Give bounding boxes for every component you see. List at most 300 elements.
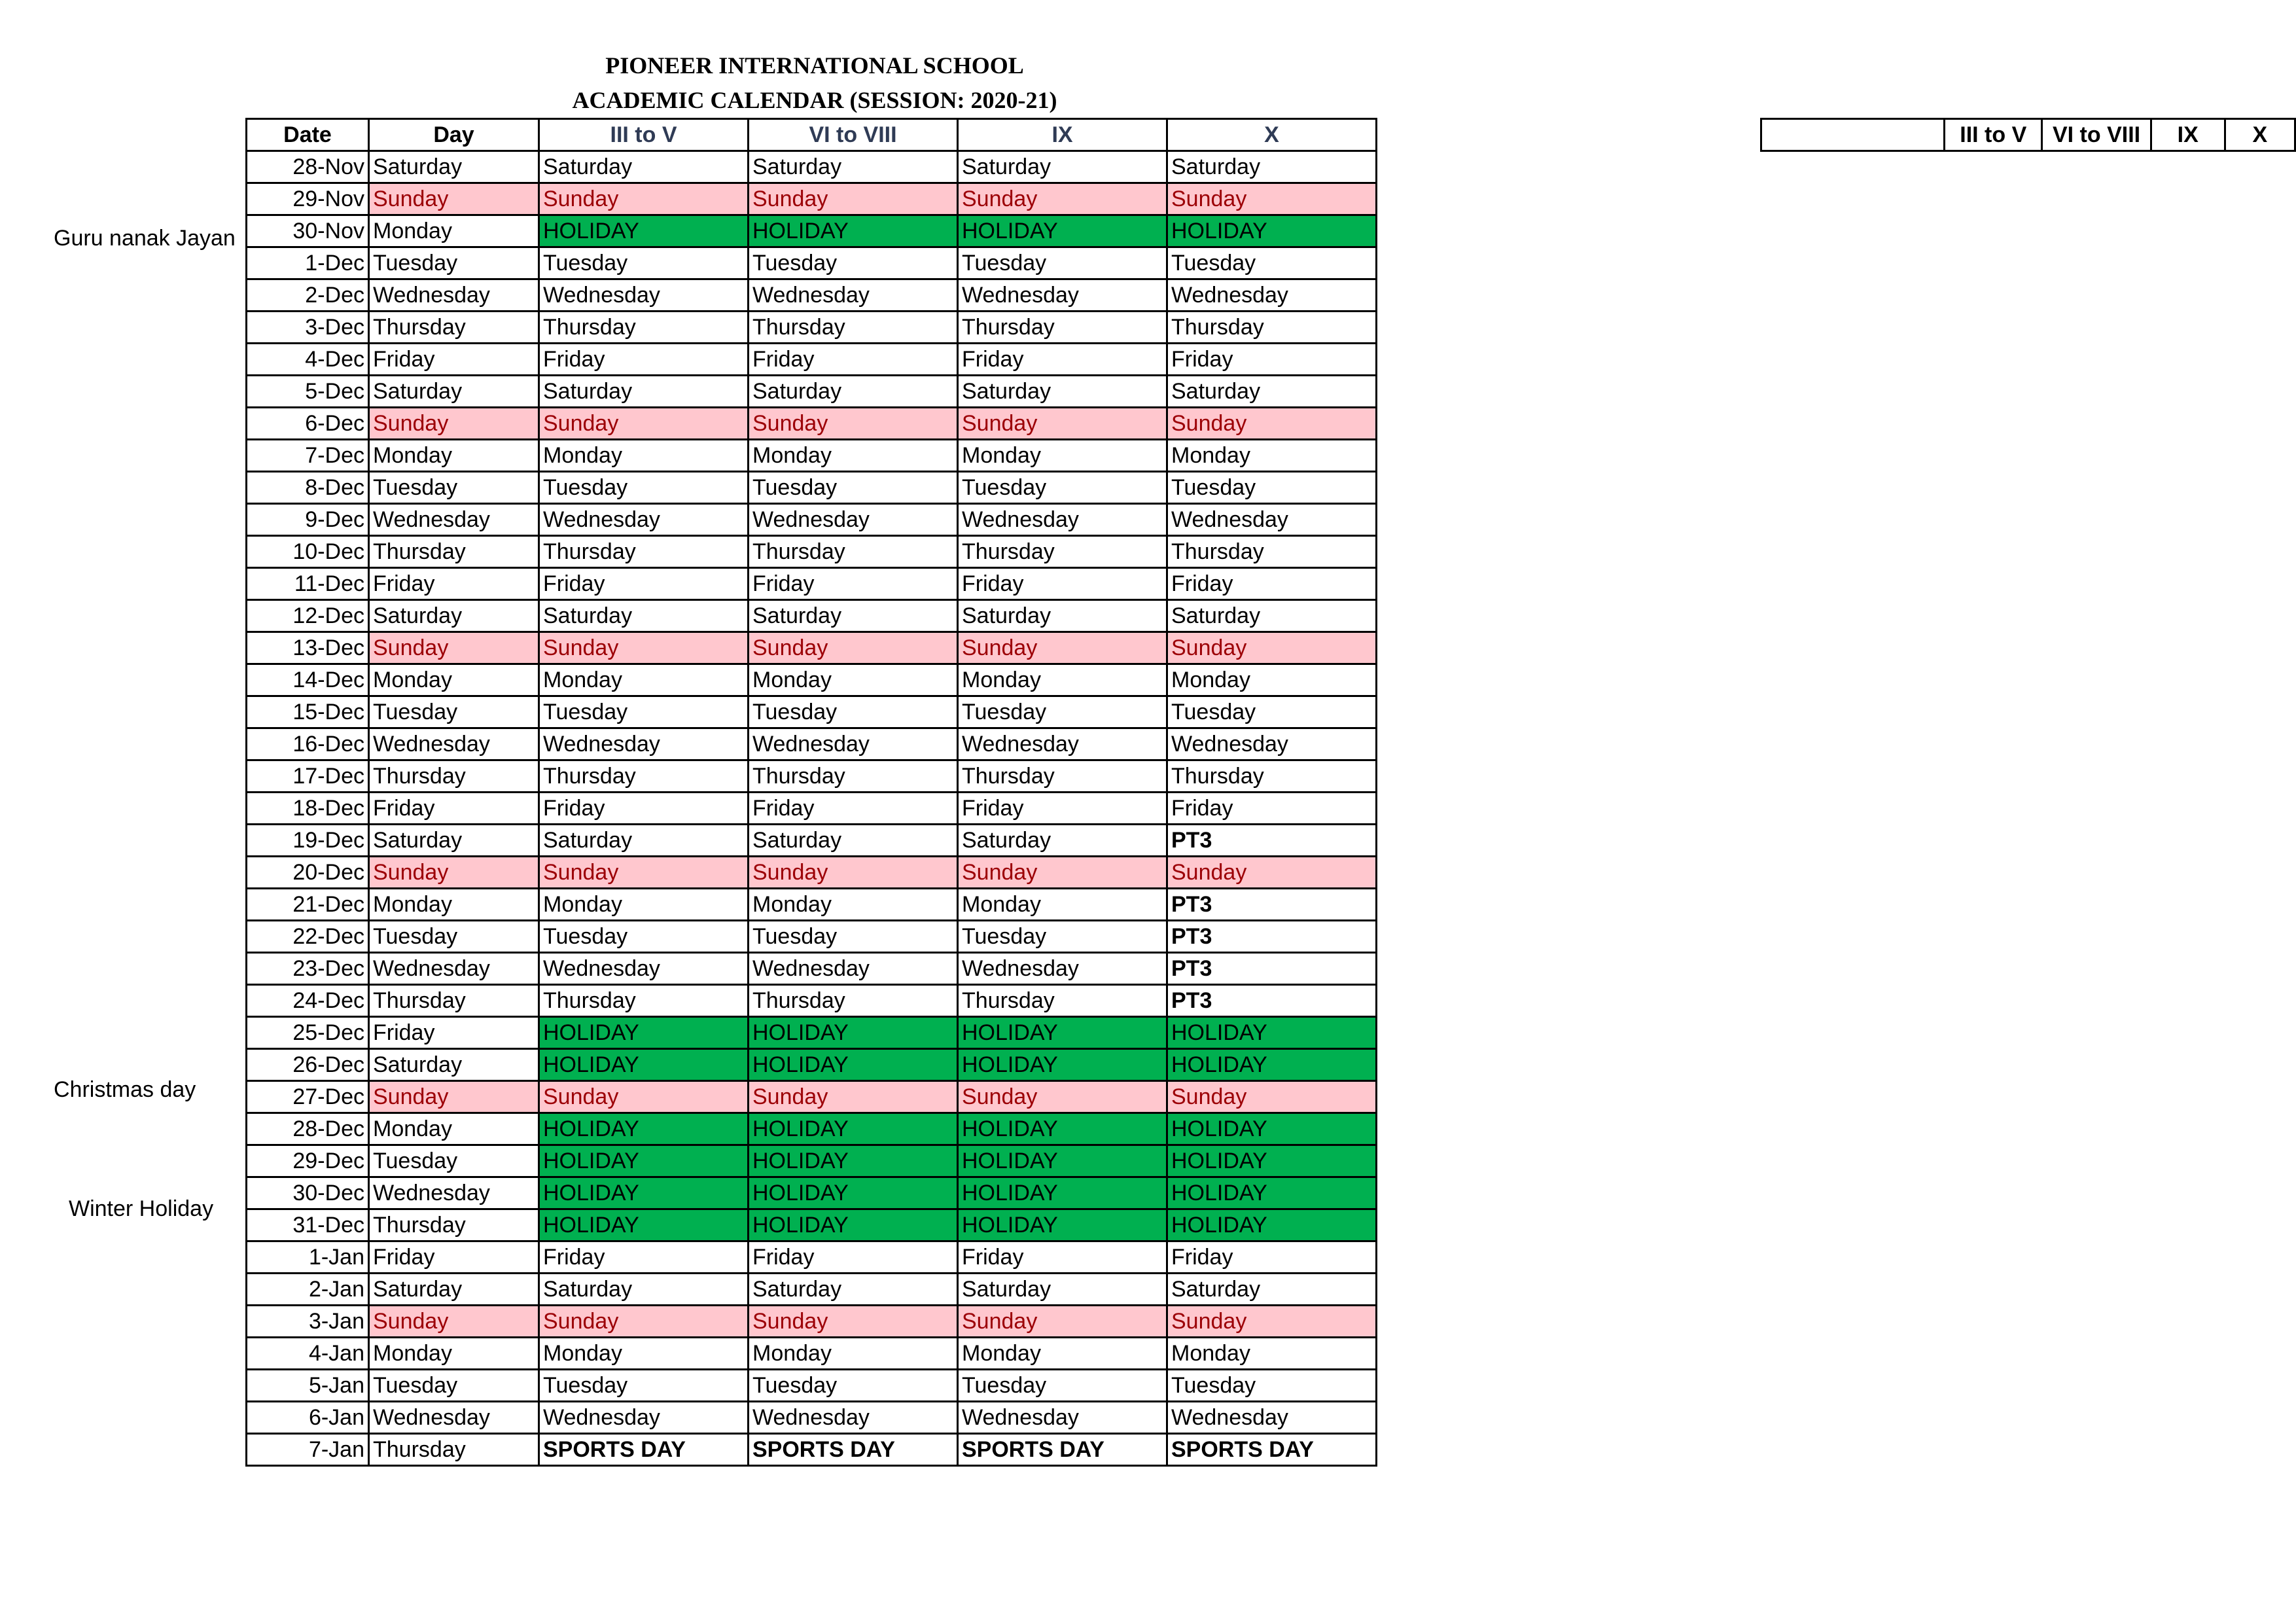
schedule-cell-x: PT3 (1167, 921, 1377, 953)
day-cell: Sunday (369, 1306, 539, 1338)
schedule-cell-vi-to-viii: Sunday (749, 183, 958, 215)
schedule-cell-iii-to-v: Monday (539, 664, 749, 696)
schedule-cell-x: Saturday (1167, 1274, 1377, 1306)
date-cell: 23-Dec (247, 953, 369, 985)
schedule-cell-vi-to-viii: Thursday (749, 536, 958, 568)
schedule-cell-ix: Sunday (958, 1081, 1167, 1113)
schedule-cell-iii-to-v: Sunday (539, 1081, 749, 1113)
side-header-table (1760, 118, 2296, 152)
table-row (247, 857, 1377, 889)
schedule-cell-ix: HOLIDAY (958, 215, 1167, 247)
schedule-cell-iii-to-v: HOLIDAY (539, 1113, 749, 1145)
date-cell: 17-Dec (247, 760, 369, 793)
schedule-cell-ix: Tuesday (958, 1370, 1167, 1402)
schedule-cell-vi-to-viii: HOLIDAY (749, 1017, 958, 1049)
schedule-cell-iii-to-v: HOLIDAY (539, 1017, 749, 1049)
schedule-cell-x: Friday (1167, 568, 1377, 600)
day-cell: Saturday (369, 376, 539, 408)
header-row (247, 119, 1377, 151)
schedule-cell-vi-to-viii: Thursday (749, 312, 958, 344)
date-cell: 4-Jan (247, 1338, 369, 1370)
day-cell: Monday (369, 1338, 539, 1370)
schedule-cell-ix: Thursday (958, 985, 1167, 1017)
calendar-title-heading: ACADEMIC CALENDAR (SESSION: 2020-21) (572, 87, 1057, 113)
table-row (247, 1434, 1377, 1466)
side-header-iii-to-v: III to V (1945, 119, 2042, 151)
day-cell: Monday (369, 1113, 539, 1145)
schedule-cell-iii-to-v: Sunday (539, 1306, 749, 1338)
schedule-cell-vi-to-viii: Monday (749, 1338, 958, 1370)
table-row (247, 760, 1377, 793)
table-row (247, 953, 1377, 985)
schedule-cell-x: Sunday (1167, 183, 1377, 215)
schedule-cell-vi-to-viii: Monday (749, 440, 958, 472)
column-header-iii-to-v: III to V (539, 119, 749, 151)
day-cell: Wednesday (369, 1177, 539, 1209)
schedule-cell-x: Tuesday (1167, 696, 1377, 728)
schedule-cell-iii-to-v: Friday (539, 793, 749, 825)
schedule-cell-ix: Friday (958, 793, 1167, 825)
schedule-cell-ix: HOLIDAY (958, 1049, 1167, 1081)
table-row (247, 664, 1377, 696)
date-cell: 21-Dec (247, 889, 369, 921)
schedule-cell-ix: Monday (958, 664, 1167, 696)
schedule-cell-ix: HOLIDAY (958, 1177, 1167, 1209)
day-cell: Saturday (369, 600, 539, 632)
schedule-cell-ix: Saturday (958, 1274, 1167, 1306)
note-winter-holiday: Winter Holiday (69, 1196, 214, 1221)
schedule-cell-ix: Wednesday (958, 1402, 1167, 1434)
schedule-cell-ix: SPORTS DAY (958, 1434, 1167, 1466)
schedule-cell-ix: Monday (958, 1338, 1167, 1370)
table-row (247, 1177, 1377, 1209)
day-cell: Wednesday (369, 1402, 539, 1434)
day-cell: Tuesday (369, 1145, 539, 1177)
schedule-cell-iii-to-v: Wednesday (539, 1402, 749, 1434)
schedule-cell-ix: Tuesday (958, 696, 1167, 728)
schedule-cell-ix: Friday (958, 344, 1167, 376)
date-cell: 29-Dec (247, 1145, 369, 1177)
day-cell: Tuesday (369, 472, 539, 504)
table-row (247, 247, 1377, 279)
date-cell: 5-Jan (247, 1370, 369, 1402)
table-row (247, 312, 1377, 344)
note-guru-nanak-jayanti: Guru nanak Jayan (54, 226, 236, 251)
schedule-cell-vi-to-viii: Thursday (749, 985, 958, 1017)
table-row (247, 1241, 1377, 1274)
schedule-cell-ix: Sunday (958, 857, 1167, 889)
calendar-table (245, 118, 1377, 1467)
schedule-cell-ix: Saturday (958, 825, 1167, 857)
day-cell: Tuesday (369, 696, 539, 728)
day-cell: Sunday (369, 408, 539, 440)
schedule-cell-vi-to-viii: Wednesday (749, 279, 958, 312)
schedule-cell-ix: Saturday (958, 151, 1167, 183)
schedule-cell-ix: Thursday (958, 536, 1167, 568)
day-cell: Wednesday (369, 953, 539, 985)
date-cell: 30-Dec (247, 1177, 369, 1209)
schedule-cell-vi-to-viii: Saturday (749, 825, 958, 857)
schedule-cell-x: SPORTS DAY (1167, 1434, 1377, 1466)
table-row (247, 536, 1377, 568)
schedule-cell-vi-to-viii: Friday (749, 1241, 958, 1274)
day-cell: Thursday (369, 312, 539, 344)
schedule-cell-vi-to-viii: Monday (749, 664, 958, 696)
date-cell: 11-Dec (247, 568, 369, 600)
day-cell: Monday (369, 440, 539, 472)
date-cell: 28-Nov (247, 151, 369, 183)
day-cell: Friday (369, 568, 539, 600)
table-row (247, 504, 1377, 536)
schedule-cell-ix: Wednesday (958, 728, 1167, 760)
schedule-cell-iii-to-v: Saturday (539, 600, 749, 632)
schedule-cell-x: Tuesday (1167, 1370, 1377, 1402)
date-cell: 19-Dec (247, 825, 369, 857)
date-cell: 25-Dec (247, 1017, 369, 1049)
schedule-cell-iii-to-v: Thursday (539, 312, 749, 344)
table-row (247, 1049, 1377, 1081)
schedule-cell-ix: Thursday (958, 312, 1167, 344)
school-name-heading: PIONEER INTERNATIONAL SCHOOL (605, 52, 1024, 79)
schedule-cell-vi-to-viii: Tuesday (749, 472, 958, 504)
table-row (247, 568, 1377, 600)
schedule-cell-x: PT3 (1167, 889, 1377, 921)
schedule-cell-x: Tuesday (1167, 247, 1377, 279)
schedule-cell-vi-to-viii: Saturday (749, 600, 958, 632)
schedule-cell-x: HOLIDAY (1167, 1177, 1377, 1209)
table-row (247, 151, 1377, 183)
schedule-cell-ix: HOLIDAY (958, 1017, 1167, 1049)
schedule-cell-iii-to-v: Sunday (539, 857, 749, 889)
day-cell: Friday (369, 1241, 539, 1274)
schedule-cell-vi-to-viii: Tuesday (749, 921, 958, 953)
table-row (247, 183, 1377, 215)
schedule-cell-x: Wednesday (1167, 504, 1377, 536)
table-row (247, 1145, 1377, 1177)
date-cell: 4-Dec (247, 344, 369, 376)
table-row (247, 793, 1377, 825)
schedule-cell-ix: HOLIDAY (958, 1209, 1167, 1241)
schedule-cell-ix: HOLIDAY (958, 1113, 1167, 1145)
day-cell: Wednesday (369, 728, 539, 760)
date-cell: 12-Dec (247, 600, 369, 632)
date-cell: 29-Nov (247, 183, 369, 215)
date-cell: 10-Dec (247, 536, 369, 568)
schedule-cell-iii-to-v: Saturday (539, 825, 749, 857)
day-cell: Friday (369, 344, 539, 376)
table-row (247, 344, 1377, 376)
schedule-cell-x: HOLIDAY (1167, 1209, 1377, 1241)
note-christmas-day: Christmas day (54, 1077, 196, 1102)
date-cell: 30-Nov (247, 215, 369, 247)
date-cell: 28-Dec (247, 1113, 369, 1145)
column-header-date: Date (247, 119, 369, 151)
day-cell: Monday (369, 215, 539, 247)
schedule-cell-vi-to-viii: Tuesday (749, 1370, 958, 1402)
schedule-cell-ix: Sunday (958, 183, 1167, 215)
date-cell: 26-Dec (247, 1049, 369, 1081)
calendar-body (247, 151, 1377, 1466)
schedule-cell-iii-to-v: Sunday (539, 183, 749, 215)
schedule-cell-ix: Sunday (958, 1306, 1167, 1338)
table-row (247, 376, 1377, 408)
schedule-cell-x: HOLIDAY (1167, 1017, 1377, 1049)
schedule-cell-iii-to-v: Friday (539, 568, 749, 600)
date-cell: 2-Dec (247, 279, 369, 312)
table-row (247, 1113, 1377, 1145)
schedule-cell-vi-to-viii: Sunday (749, 857, 958, 889)
schedule-cell-vi-to-viii: Saturday (749, 376, 958, 408)
schedule-cell-vi-to-viii: Friday (749, 344, 958, 376)
date-cell: 20-Dec (247, 857, 369, 889)
date-cell: 14-Dec (247, 664, 369, 696)
table-row (247, 440, 1377, 472)
day-cell: Friday (369, 793, 539, 825)
date-cell: 7-Jan (247, 1434, 369, 1466)
side-header-x: X (2225, 119, 2295, 151)
day-cell: Sunday (369, 632, 539, 664)
table-row (247, 472, 1377, 504)
date-cell: 3-Dec (247, 312, 369, 344)
schedule-cell-iii-to-v: Tuesday (539, 921, 749, 953)
schedule-cell-vi-to-viii: HOLIDAY (749, 1177, 958, 1209)
schedule-cell-vi-to-viii: Wednesday (749, 728, 958, 760)
schedule-cell-ix: Tuesday (958, 921, 1167, 953)
schedule-cell-x: Tuesday (1167, 472, 1377, 504)
table-row (247, 1274, 1377, 1306)
date-cell: 13-Dec (247, 632, 369, 664)
schedule-cell-x: Sunday (1167, 857, 1377, 889)
schedule-cell-iii-to-v: Tuesday (539, 472, 749, 504)
day-cell: Thursday (369, 1209, 539, 1241)
date-cell: 27-Dec (247, 1081, 369, 1113)
schedule-cell-x: Wednesday (1167, 728, 1377, 760)
schedule-cell-x: Wednesday (1167, 279, 1377, 312)
schedule-cell-vi-to-viii: Saturday (749, 1274, 958, 1306)
schedule-cell-x: PT3 (1167, 953, 1377, 985)
table-row (247, 1338, 1377, 1370)
schedule-cell-vi-to-viii: Friday (749, 793, 958, 825)
column-header-vi-to-viii: VI to VIII (749, 119, 958, 151)
schedule-cell-ix: Thursday (958, 760, 1167, 793)
schedule-cell-x: Sunday (1167, 1081, 1377, 1113)
date-cell: 3-Jan (247, 1306, 369, 1338)
schedule-cell-iii-to-v: Friday (539, 344, 749, 376)
schedule-cell-iii-to-v: Saturday (539, 1274, 749, 1306)
table-row (247, 1209, 1377, 1241)
day-cell: Monday (369, 664, 539, 696)
day-cell: Thursday (369, 1434, 539, 1466)
table-row (247, 696, 1377, 728)
schedule-cell-x: Sunday (1167, 1306, 1377, 1338)
schedule-cell-iii-to-v: Thursday (539, 760, 749, 793)
schedule-cell-x: Thursday (1167, 536, 1377, 568)
schedule-cell-ix: Saturday (958, 600, 1167, 632)
day-cell: Saturday (369, 151, 539, 183)
table-row (247, 1370, 1377, 1402)
schedule-cell-x: Thursday (1167, 312, 1377, 344)
day-cell: Tuesday (369, 1370, 539, 1402)
schedule-cell-vi-to-viii: Sunday (749, 1306, 958, 1338)
date-cell: 18-Dec (247, 793, 369, 825)
schedule-cell-iii-to-v: Saturday (539, 376, 749, 408)
table-row (247, 215, 1377, 247)
schedule-cell-vi-to-viii: HOLIDAY (749, 215, 958, 247)
date-cell: 2-Jan (247, 1274, 369, 1306)
table-row (247, 1081, 1377, 1113)
schedule-cell-vi-to-viii: Monday (749, 889, 958, 921)
schedule-cell-iii-to-v: Sunday (539, 632, 749, 664)
day-cell: Thursday (369, 760, 539, 793)
table-row (247, 825, 1377, 857)
day-cell: Tuesday (369, 247, 539, 279)
table-row (247, 408, 1377, 440)
schedule-cell-iii-to-v: Saturday (539, 151, 749, 183)
schedule-cell-vi-to-viii: Friday (749, 568, 958, 600)
schedule-cell-x: HOLIDAY (1167, 1145, 1377, 1177)
date-cell: 8-Dec (247, 472, 369, 504)
schedule-cell-iii-to-v: Tuesday (539, 247, 749, 279)
date-cell: 6-Jan (247, 1402, 369, 1434)
date-cell: 7-Dec (247, 440, 369, 472)
schedule-cell-x: Wednesday (1167, 1402, 1377, 1434)
table-row (247, 889, 1377, 921)
schedule-cell-x: HOLIDAY (1167, 215, 1377, 247)
side-header-row (1761, 119, 2295, 151)
date-cell: 22-Dec (247, 921, 369, 953)
schedule-cell-x: PT3 (1167, 825, 1377, 857)
schedule-cell-x: Friday (1167, 1241, 1377, 1274)
schedule-cell-iii-to-v: HOLIDAY (539, 215, 749, 247)
day-cell: Tuesday (369, 921, 539, 953)
day-cell: Saturday (369, 1274, 539, 1306)
schedule-cell-x: Monday (1167, 1338, 1377, 1370)
schedule-cell-ix: Tuesday (958, 247, 1167, 279)
schedule-cell-vi-to-viii: HOLIDAY (749, 1209, 958, 1241)
date-cell: 31-Dec (247, 1209, 369, 1241)
schedule-cell-iii-to-v: Monday (539, 889, 749, 921)
table-row (247, 1306, 1377, 1338)
column-header-x: X (1167, 119, 1377, 151)
schedule-cell-x: Friday (1167, 793, 1377, 825)
schedule-cell-ix: Friday (958, 568, 1167, 600)
date-cell: 1-Jan (247, 1241, 369, 1274)
schedule-cell-iii-to-v: HOLIDAY (539, 1177, 749, 1209)
schedule-cell-vi-to-viii: Thursday (749, 760, 958, 793)
schedule-cell-vi-to-viii: Wednesday (749, 504, 958, 536)
schedule-cell-ix: Wednesday (958, 504, 1167, 536)
day-cell: Sunday (369, 183, 539, 215)
day-cell: Thursday (369, 985, 539, 1017)
schedule-cell-vi-to-viii: Sunday (749, 1081, 958, 1113)
schedule-cell-iii-to-v: Wednesday (539, 953, 749, 985)
schedule-cell-iii-to-v: Tuesday (539, 1370, 749, 1402)
day-cell: Wednesday (369, 504, 539, 536)
day-cell: Saturday (369, 1049, 539, 1081)
schedule-cell-vi-to-viii: Sunday (749, 632, 958, 664)
schedule-cell-x: Monday (1167, 664, 1377, 696)
schedule-cell-ix: Sunday (958, 632, 1167, 664)
schedule-cell-iii-to-v: HOLIDAY (539, 1209, 749, 1241)
schedule-cell-vi-to-viii: HOLIDAY (749, 1113, 958, 1145)
schedule-cell-x: Saturday (1167, 600, 1377, 632)
schedule-cell-vi-to-viii: SPORTS DAY (749, 1434, 958, 1466)
column-header-ix: IX (958, 119, 1167, 151)
schedule-cell-x: Saturday (1167, 151, 1377, 183)
table-row (247, 279, 1377, 312)
schedule-cell-x: Sunday (1167, 632, 1377, 664)
schedule-cell-iii-to-v: HOLIDAY (539, 1145, 749, 1177)
schedule-cell-vi-to-viii: Wednesday (749, 953, 958, 985)
table-row (247, 728, 1377, 760)
date-cell: 5-Dec (247, 376, 369, 408)
schedule-cell-iii-to-v: Friday (539, 1241, 749, 1274)
schedule-cell-x: PT3 (1167, 985, 1377, 1017)
date-cell: 16-Dec (247, 728, 369, 760)
date-cell: 6-Dec (247, 408, 369, 440)
column-header-day: Day (369, 119, 539, 151)
schedule-cell-vi-to-viii: Sunday (749, 408, 958, 440)
table-row (247, 985, 1377, 1017)
date-cell: 24-Dec (247, 985, 369, 1017)
table-row (247, 921, 1377, 953)
schedule-cell-iii-to-v: Monday (539, 1338, 749, 1370)
schedule-cell-iii-to-v: Wednesday (539, 279, 749, 312)
day-cell: Sunday (369, 1081, 539, 1113)
side-header-vi-to-viii: VI to VIII (2042, 119, 2151, 151)
table-row (247, 1402, 1377, 1434)
schedule-cell-iii-to-v: Wednesday (539, 504, 749, 536)
schedule-cell-ix: Wednesday (958, 279, 1167, 312)
schedule-cell-iii-to-v: Thursday (539, 536, 749, 568)
schedule-cell-ix: Sunday (958, 408, 1167, 440)
schedule-cell-ix: Saturday (958, 376, 1167, 408)
schedule-cell-vi-to-viii: Wednesday (749, 1402, 958, 1434)
day-cell: Wednesday (369, 279, 539, 312)
schedule-cell-vi-to-viii: Tuesday (749, 247, 958, 279)
schedule-cell-x: Friday (1167, 344, 1377, 376)
table-row (247, 600, 1377, 632)
schedule-cell-iii-to-v: SPORTS DAY (539, 1434, 749, 1466)
schedule-cell-vi-to-viii: HOLIDAY (749, 1049, 958, 1081)
day-cell: Friday (369, 1017, 539, 1049)
schedule-cell-ix: Monday (958, 440, 1167, 472)
schedule-cell-x: HOLIDAY (1167, 1049, 1377, 1081)
schedule-cell-x: Sunday (1167, 408, 1377, 440)
schedule-cell-x: Saturday (1167, 376, 1377, 408)
schedule-cell-x: HOLIDAY (1167, 1113, 1377, 1145)
table-row (247, 1017, 1377, 1049)
schedule-cell-x: Monday (1167, 440, 1377, 472)
schedule-cell-vi-to-viii: Saturday (749, 151, 958, 183)
day-cell: Thursday (369, 536, 539, 568)
schedule-cell-ix: Tuesday (958, 472, 1167, 504)
schedule-cell-ix: Friday (958, 1241, 1167, 1274)
schedule-cell-x: Thursday (1167, 760, 1377, 793)
day-cell: Sunday (369, 857, 539, 889)
side-header-ix: IX (2151, 119, 2225, 151)
date-cell: 1-Dec (247, 247, 369, 279)
schedule-cell-ix: Monday (958, 889, 1167, 921)
schedule-cell-iii-to-v: Wednesday (539, 728, 749, 760)
date-cell: 15-Dec (247, 696, 369, 728)
day-cell: Monday (369, 889, 539, 921)
date-cell: 9-Dec (247, 504, 369, 536)
side-header-blank-cell (1761, 119, 1945, 151)
schedule-cell-iii-to-v: Tuesday (539, 696, 749, 728)
schedule-cell-iii-to-v: HOLIDAY (539, 1049, 749, 1081)
schedule-cell-iii-to-v: Thursday (539, 985, 749, 1017)
